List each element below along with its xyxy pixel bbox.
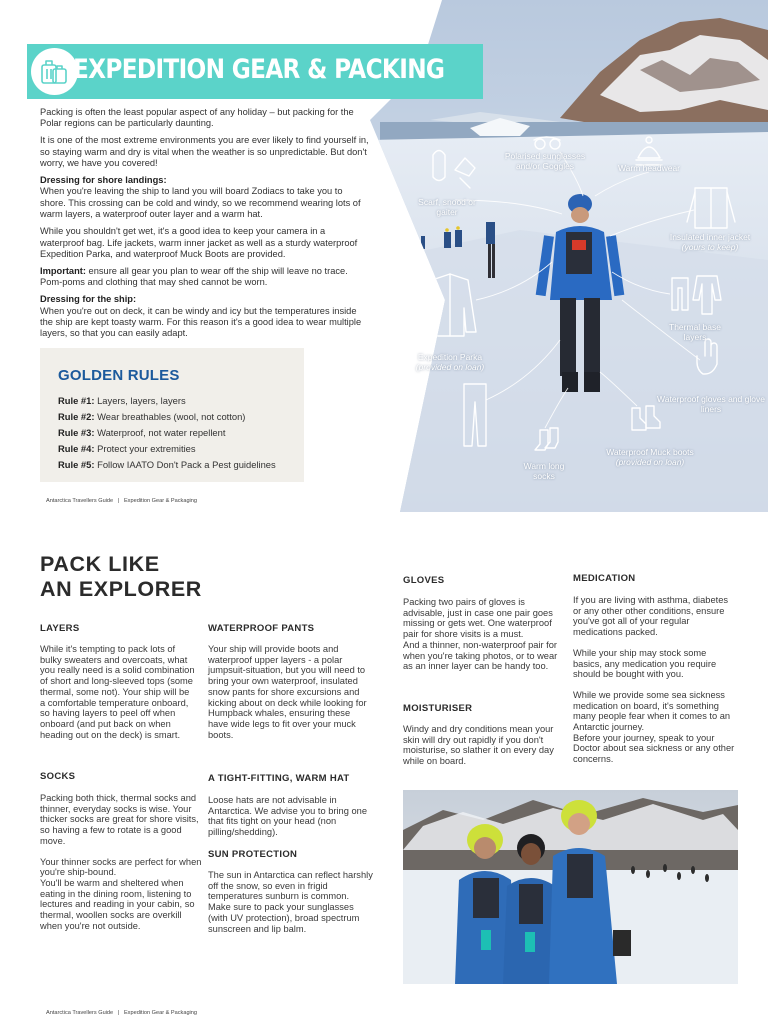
rule-text: Follow IAATO Don't Pack a Pest guidelines <box>94 459 276 471</box>
medication-text <box>573 595 737 765</box>
warm-hat-heading: A TIGHT-FITTING, WARM HAT <box>208 773 350 784</box>
shore-landings-text: When you're leaving the ship to land you will board Zodiacs to take you to shore. This crossing can be cold and windy, so we recommend wearing lots of warm layers, a waterproof outer layer and a warm hat. <box>40 186 361 220</box>
moisturiser-heading: MOISTURISER <box>403 703 473 714</box>
label-socks <box>512 461 576 481</box>
heading-line-2: AN EXPLORER <box>40 577 202 601</box>
socks-heading: SOCKS <box>40 771 76 782</box>
socks-paragraph-1: Packing both thick, thermal socks and thinner, everyday socks is wise. Your thicker socks are great for shore visits, so having a few to rotate is a good move. <box>40 793 199 846</box>
medication-paragraph-3b: Before your journey, speak to your Doctor about sea sickness or any other concerns. <box>573 732 735 765</box>
socks-paragraph-2a: Your thinner socks are perfect for when you're ship-bound. <box>40 856 202 878</box>
shore-landings-paragraph <box>40 175 370 221</box>
title-banner <box>27 44 483 99</box>
rule-text: Wear breathables (wool, not cotton) <box>94 411 246 423</box>
waterproof-pants-heading: WATERPROOF PANTS <box>208 623 315 634</box>
gloves-paragraph-2: And a thinner, non-waterproof pair for when you're taking photos, or to wear as an inner layer can be handy too. <box>403 639 558 672</box>
travellers-photo-art <box>403 790 738 984</box>
sun-protection-heading: SUN PROTECTION <box>208 849 298 860</box>
label-headwear-text: Warm headwear <box>617 163 681 173</box>
medication-paragraph-1: If you are living with asthma, diabetes or any other other conditions, ensure you've got all of your regular medications packed. <box>573 595 729 638</box>
intro-paragraph-2: It is one of the most extreme environments you are ever likely to find yourself in, so staying warm and dry is vital when the weather is so unpredictable. But don't worry, we have you covered! <box>40 135 369 169</box>
label-scarf <box>408 197 486 217</box>
gloves-paragraph-1: Packing two pairs of gloves is advisable, just in case one pair goes missing or gets wet. One waterproof pair for shore visits is a must. <box>403 597 553 640</box>
medication-paragraph-3a: While we provide some sea sickness medication on board, it's something many people fear when it comes to an Antarctic journey. <box>573 689 731 733</box>
label-boots-note: (provided on loan) <box>615 457 685 468</box>
label-inner-jacket <box>655 232 765 252</box>
luggage-icon <box>31 48 78 95</box>
rule-label: Rule #4: <box>58 443 95 455</box>
label-scarf-text: Scarf, snood or gaiter <box>418 197 476 218</box>
medication-paragraph-3 <box>573 690 737 765</box>
sun-protection-text <box>208 870 374 934</box>
footer-guide: Antarctica Travellers Guide <box>46 498 114 504</box>
golden-rules-box <box>40 348 304 482</box>
gloves-heading: GLOVES <box>403 575 445 586</box>
page-footer-top <box>46 498 197 504</box>
rule-text: Waterproof, not water repellent <box>94 427 226 439</box>
page-title: EXPEDITION GEAR & PACKING <box>73 54 445 85</box>
label-thermal <box>662 322 728 342</box>
label-gloves-text: Waterproof gloves and glove liners <box>657 394 765 415</box>
label-sunglasses-text: Polarised sunglasses and/or Goggles <box>504 151 586 172</box>
important-label: Important: <box>40 265 86 276</box>
socks-paragraph-2 <box>40 857 206 932</box>
sun-protection-paragraph: The sun in Antarctica can reflect harshly off the snow, so even in frigid temperatures sunburn is common. Make sure to pack your sunglasses (with UV protection), broad spectrum sunscreen and lip balm. <box>208 870 373 934</box>
medication-heading: MEDICATION <box>573 573 636 584</box>
intro-paragraph-1: Packing is often the least popular aspect of any holiday – but packing for the Polar regions can be particularly daunting. <box>40 107 354 129</box>
label-socks-text: Warm long socks <box>523 461 565 482</box>
golden-rules-title: GOLDEN RULES <box>58 367 180 384</box>
warm-hat-paragraph: Loose hats are not advisable in Antarctica. We advise you to bring one that fits tight on your head (non pilling/shedding). <box>208 795 367 838</box>
ship-paragraph <box>40 294 370 340</box>
pack-like-explorer-heading <box>40 552 202 602</box>
moisturiser-paragraph: Windy and dry conditions mean your skin will dry out rapidly if you don't moisturise, so slather it on every day while on board. <box>403 724 554 767</box>
rule-row <box>58 409 286 425</box>
important-paragraph <box>40 266 370 289</box>
waterproof-pants-paragraph: Your ship will provide boots and waterproof upper layers - a polar jumpsuit-situation, but you will need to bring your own waterproof, insulated snow pants for shore excursions and kicking about on deck while looking for Humpback whales, ensuring these have wide legs to fit over your muck boots. <box>208 644 367 740</box>
travellers-group-photo <box>403 790 738 984</box>
intro-paragraph-4: While you shouldn't get wet, it's a good idea to keep your camera in a waterproof bag. Life jackets, warm inner jacket as well as a sturdy waterproof Expedition Parka, and waterproof Muck Boots are provided. <box>40 226 358 259</box>
rule-row <box>58 393 286 409</box>
rule-row <box>58 457 286 473</box>
label-inner-jacket-note: (yours to keep) <box>681 242 739 253</box>
rule-label: Rule #5: <box>58 459 95 471</box>
page-footer-bottom <box>46 1010 197 1016</box>
rule-label: Rule #3: <box>58 427 95 439</box>
layers-text <box>40 644 196 740</box>
rule-row <box>58 425 286 441</box>
rule-text: Layers, layers, layers <box>94 395 186 406</box>
ship-heading: Dressing for the ship: <box>40 294 137 305</box>
medication-paragraph-2: While your ship may stock some basics, any medication you require should be bought with you. <box>573 647 717 680</box>
layers-paragraph: While it's tempting to pack lots of bulky sweaters and overcoats, what you really need is a solid combination of short and long-sleeved tops (some thermal, some not). Your ship will be a comfortable temperature onboard, so having layers to peel off when onboard (and put back on when heading out on the deck) is smart. <box>40 644 195 740</box>
gloves-text <box>403 597 565 672</box>
rule-label: Rule #1: <box>58 395 95 406</box>
label-boots-text: Waterproof Muck boots <box>606 447 694 457</box>
warm-hat-text <box>208 795 372 838</box>
layers-heading: LAYERS <box>40 623 80 634</box>
rule-label: Rule #2: <box>58 411 95 423</box>
heading-line-1: PACK LIKE <box>40 552 160 576</box>
rule-text: Protect your extremities <box>94 443 196 455</box>
label-parka <box>402 352 498 372</box>
intro-text <box>40 107 370 345</box>
socks-text <box>40 793 206 931</box>
footer-separator: | <box>117 1010 120 1016</box>
footer-section: Expedition Gear & Packaging <box>123 1010 198 1016</box>
footer-section: Expedition Gear & Packaging <box>123 498 198 504</box>
label-headwear <box>604 163 694 173</box>
label-parka-text: Expedition Parka <box>417 352 483 362</box>
socks-paragraph-2b: You'll be warm and sheltered when eating in the dining room, listening to lectures and reading in your cabin, so thermal, woollen socks are overkill when you're not outside. <box>40 877 195 931</box>
important-text: ensure all gear you plan to wear off the ship will leave no trace. Pom-poms and clothing that may shed cannot be worn. <box>40 265 348 288</box>
footer-separator: | <box>117 498 120 504</box>
label-gloves <box>656 394 766 414</box>
ship-text: When you're out on deck, it can be windy and icy but the temperatures inside the ship are kept toasty warm. For this reason it's a good idea to wear multiple layers, so that you can easily adapt. <box>40 305 362 339</box>
label-sunglasses <box>503 151 587 171</box>
label-parka-note: (provided on loan) <box>415 362 485 373</box>
shore-landings-heading: Dressing for shore landings: <box>40 175 167 186</box>
moisturiser-text <box>403 724 565 767</box>
waterproof-pants-text <box>208 644 368 740</box>
footer-guide: Antarctica Travellers Guide <box>46 1010 114 1016</box>
rule-row <box>58 441 286 457</box>
label-boots <box>594 447 706 467</box>
label-inner-jacket-text: Insulated inner jacket <box>669 232 751 242</box>
label-thermal-text: Thermal base layers <box>669 322 721 343</box>
